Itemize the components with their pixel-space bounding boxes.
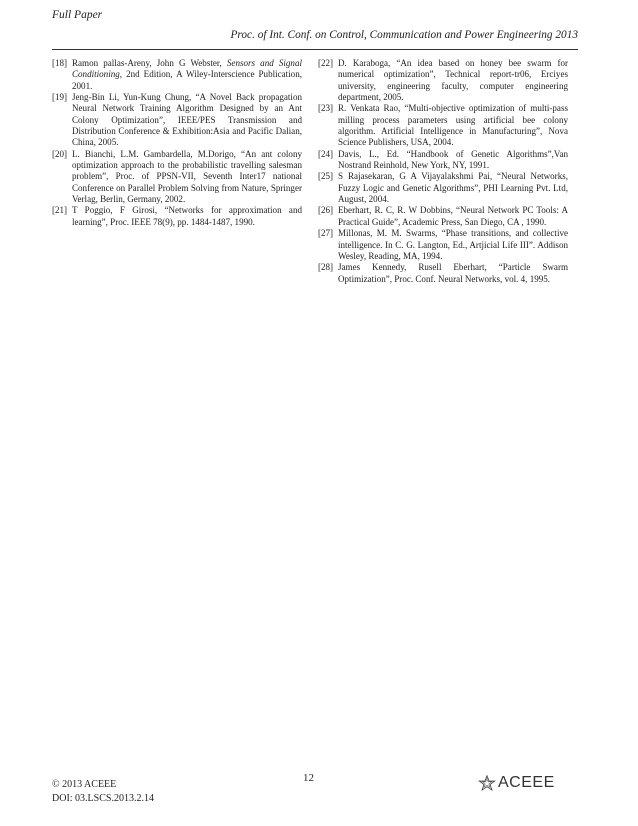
reference-text	[72, 149, 302, 206]
references-right-column	[318, 58, 568, 285]
reference-item	[318, 262, 568, 285]
reference-text-main: Ramon pallas-Areny, John G Webster,	[72, 58, 227, 68]
reference-number: [20]	[52, 148, 68, 159]
reference-item	[52, 149, 302, 206]
reference-number: [19]	[52, 92, 68, 103]
reference-text-main: Jeng-Bin Li, Yun-Kung Chung, “A Novel Back propagation Neural Network Training Algorithm Designed by an Ant Colony Optimization”, IEEE/PES Transmission and Distribution Conference & Exhibition:Asia and Pacific Dalian, China, 2005.	[72, 92, 302, 148]
reference-text-tail: , 2nd Edition, A Wiley-Interscience Publication, 2001.	[72, 69, 302, 91]
reference-text-main: T Poggio, F Girosi, “Networks for approximation and learning”, Proc. IEEE 78(9), pp. 1484-1487, 1990.	[72, 205, 302, 227]
reference-item	[52, 58, 302, 92]
reference-text-main: D. Karaboga, “An idea based on honey bee swarm for numerical optimization”, Technical report-tr06, Erciyes university, engineering faculty, computer engineering department, 2005.	[338, 58, 568, 103]
page-number: 12	[303, 772, 314, 784]
logo-text: ACEEE	[498, 774, 555, 791]
reference-item	[318, 205, 568, 228]
reference-text	[338, 58, 568, 103]
reference-number: [18]	[52, 58, 68, 68]
reference-text	[338, 205, 568, 228]
reference-number: [25]	[318, 171, 334, 182]
reference-number: [21]	[52, 205, 68, 216]
reference-text-main: James Kennedy, Rusell Eberhart, “Particle Swarm Optimization”, Proc. Conf. Neural Networks, vol. 4, 1995.	[338, 262, 568, 284]
reference-text	[338, 228, 568, 262]
reference-text-main: R. Venkata Rao, “Multi-objective optimization of multi-pass milling process parameters using artificial bee colony algorithm. Artificial Intelligence in Manufacturing”, Nova Science Publishers, USA, 2004.	[338, 103, 568, 148]
reference-number: [22]	[318, 58, 334, 68]
reference-text	[72, 92, 302, 149]
reference-item	[318, 149, 568, 172]
reference-item	[318, 228, 568, 262]
reference-text	[338, 103, 568, 148]
reference-text-main: S Rajasekaran, G A Vijayalakshmi Pai, “Neural Networks, Fuzzy Logic and Genetic Algorithms”, PHI Learning Pvt. Ltd, August, 2004.	[338, 171, 568, 205]
doi-text: DOI: 03.LSCS.2013.2.14	[52, 793, 154, 804]
running-header-left: Full Paper	[52, 9, 103, 21]
reference-item	[318, 171, 568, 205]
running-header-right: Proc. of Int. Conf. on Control, Communication and Power Engineering 2013	[230, 29, 578, 41]
reference-number: [23]	[318, 103, 334, 114]
reference-text	[72, 205, 302, 228]
reference-title-italic: Sensors and Signal Conditioning	[72, 58, 302, 80]
reference-item	[318, 103, 568, 148]
reference-text-main: L. Bianchi, L.M. Gambardella, M.Dorigo, “An ant colony optimization approach to the probabilistic travelling salesman problem”, Proc. of PPSN-VII, Seventh Inter17 national Conference on Parallel Problem Solving from Nature, Springer Verlag, Berlin, Germany, 2002.	[72, 148, 302, 205]
aceee-logo	[478, 774, 555, 792]
reference-text-main: Eberhart, R. C, R. W Dobbins, “Neural Network PC Tools: A Practical Guide”, Academic Press, San Diego, CA , 1990.	[338, 205, 568, 227]
star-icon	[478, 775, 496, 791]
reference-number: [26]	[318, 205, 334, 216]
reference-item	[318, 58, 568, 103]
reference-text-main: Millonas, M. M. Swarms, “Phase transitions, and collective intelligence. In C. G. Langton, Ed., Artjicial Life III”. Addison Wesley, Reading, MA, 1994.	[338, 228, 568, 261]
header-rule	[52, 49, 578, 50]
footer-left	[52, 778, 154, 806]
reference-item	[52, 205, 302, 228]
reference-text	[338, 262, 568, 285]
reference-number: [27]	[318, 228, 334, 239]
references-left-column	[52, 58, 302, 228]
copyright-notice: © 2013 ACEEE	[52, 779, 117, 790]
reference-text	[338, 149, 568, 172]
reference-number: [28]	[318, 262, 334, 273]
reference-item	[52, 92, 302, 149]
reference-text	[338, 171, 568, 205]
reference-text	[72, 58, 302, 92]
reference-text-main: Davis, L., Ed. “Handbook of Genetic Algorithms”,Van Nostrand Reinhold, New York, NY, 1991.	[338, 148, 568, 171]
reference-number: [24]	[318, 148, 334, 159]
